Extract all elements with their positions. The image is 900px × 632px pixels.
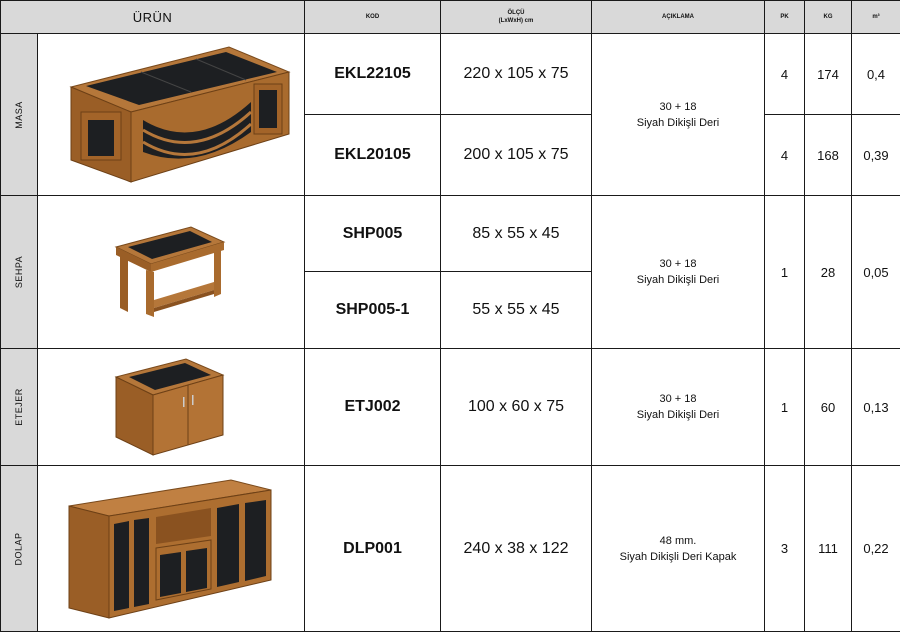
description-line1: 30 + 18 <box>659 258 697 270</box>
product-description-cell <box>592 349 765 466</box>
pk-cell <box>765 349 805 466</box>
m3-value: 0,05 <box>863 264 889 280</box>
m3-cell <box>852 196 900 349</box>
pk-cell <box>765 115 805 196</box>
product-size: 85 x 55 x 45 <box>472 224 560 242</box>
m3-cell <box>852 115 900 196</box>
kg-cell <box>805 115 852 196</box>
m3-cell <box>852 466 900 632</box>
category-etejer <box>0 349 38 466</box>
product-description-cell <box>592 196 765 349</box>
product-code: SHP005 <box>342 224 403 242</box>
product-code: SHP005-1 <box>335 301 410 318</box>
executive-desk-drawing <box>51 42 291 187</box>
product-code-cell <box>305 272 441 349</box>
product-code-cell <box>305 115 441 196</box>
header-urun <box>0 0 305 34</box>
m3-value: 0,22 <box>863 541 889 556</box>
bookcase-cabinet-icon <box>38 466 305 632</box>
category-dolap <box>0 466 38 632</box>
header-kod-label: KOD <box>365 14 380 20</box>
bookcase-cabinet-drawing <box>61 476 281 621</box>
product-code-cell <box>305 349 441 466</box>
kg-cell <box>805 349 852 466</box>
header-olcu <box>441 0 592 34</box>
description-line1: 30 + 18 <box>659 393 697 405</box>
kg-cell <box>805 34 852 115</box>
product-code: EKL20105 <box>334 146 411 163</box>
pk-value: 1 <box>780 264 789 280</box>
product-size: 200 x 105 x 75 <box>463 146 569 163</box>
kg-value: 174 <box>817 66 839 82</box>
product-code-cell <box>305 466 441 632</box>
product-code: ETJ002 <box>344 398 401 415</box>
product-size-cell <box>441 115 592 196</box>
product-size: 55 x 55 x 45 <box>472 301 560 318</box>
product-size-cell <box>441 196 592 272</box>
header-pk-label: PK <box>780 14 789 20</box>
header-olcu-label: ÖLÇÜ <box>507 10 525 16</box>
header-kg-label: KG <box>823 14 833 20</box>
header-olcu-unit: (LxWxH) cm <box>498 18 534 24</box>
kg-value: 111 <box>818 541 838 556</box>
description-line1: 48 mm. <box>659 534 697 547</box>
coffee-table-drawing <box>106 222 236 322</box>
kg-value: 28 <box>820 264 836 280</box>
m3-value: 0,13 <box>863 399 889 415</box>
description-line2: Siyah Dikişli Deri <box>636 274 720 286</box>
product-size: 100 x 60 x 75 <box>467 398 565 415</box>
product-size: 220 x 105 x 75 <box>463 65 569 82</box>
side-cabinet-drawing <box>111 355 231 460</box>
m3-cell <box>852 34 900 115</box>
m3-value: 0,4 <box>866 66 886 82</box>
product-size-cell <box>441 349 592 466</box>
header-aciklama-label: AÇIKLAMA <box>662 14 694 20</box>
description-line2: Siyah Dikişli Deri <box>636 409 720 421</box>
header-m3 <box>852 0 900 34</box>
pk-value: 4 <box>780 66 789 82</box>
pk-value: 1 <box>780 399 789 415</box>
pk-value: 3 <box>780 541 789 556</box>
pk-cell <box>765 34 805 115</box>
m3-cell <box>852 349 900 466</box>
category-sehpa <box>0 196 38 349</box>
category-masa <box>0 34 38 196</box>
product-description-cell <box>592 34 765 196</box>
pk-value: 4 <box>780 147 789 163</box>
header-urun-label: ÜRÜN <box>132 9 173 25</box>
header-m3-label: m³ <box>872 14 880 20</box>
kg-value: 168 <box>817 147 839 163</box>
coffee-table-icon <box>38 196 305 349</box>
side-cabinet-icon <box>38 349 305 466</box>
description-line1: 30 + 18 <box>659 100 697 113</box>
header-aciklama <box>592 0 765 34</box>
description-line2: Siyah Dikişli Deri Kapak <box>619 550 737 563</box>
pk-cell <box>765 466 805 632</box>
category-label: SEHPA <box>14 255 24 289</box>
description-line2: Siyah Dikişli Deri <box>636 116 720 129</box>
category-label: ETEJER <box>14 388 25 426</box>
product-size-cell <box>441 34 592 115</box>
product-size-cell <box>441 272 592 349</box>
product-description-cell <box>592 466 765 632</box>
product-code-cell <box>305 34 441 115</box>
executive-desk-icon <box>38 34 305 196</box>
header-kod <box>305 0 441 34</box>
kg-cell <box>805 466 852 632</box>
kg-value: 60 <box>820 399 836 415</box>
product-code: DLP001 <box>343 539 402 557</box>
category-label: DOLAP <box>13 531 24 566</box>
header-pk <box>765 0 805 34</box>
product-code: EKL22105 <box>334 65 411 82</box>
m3-value: 0,39 <box>863 147 889 163</box>
header-kg <box>805 0 852 34</box>
category-label: MASA <box>13 100 24 129</box>
kg-cell <box>805 196 852 349</box>
product-size-cell <box>441 466 592 632</box>
product-size: 240 x 38 x 122 <box>463 539 569 557</box>
pk-cell <box>765 196 805 349</box>
product-code-cell <box>305 196 441 272</box>
